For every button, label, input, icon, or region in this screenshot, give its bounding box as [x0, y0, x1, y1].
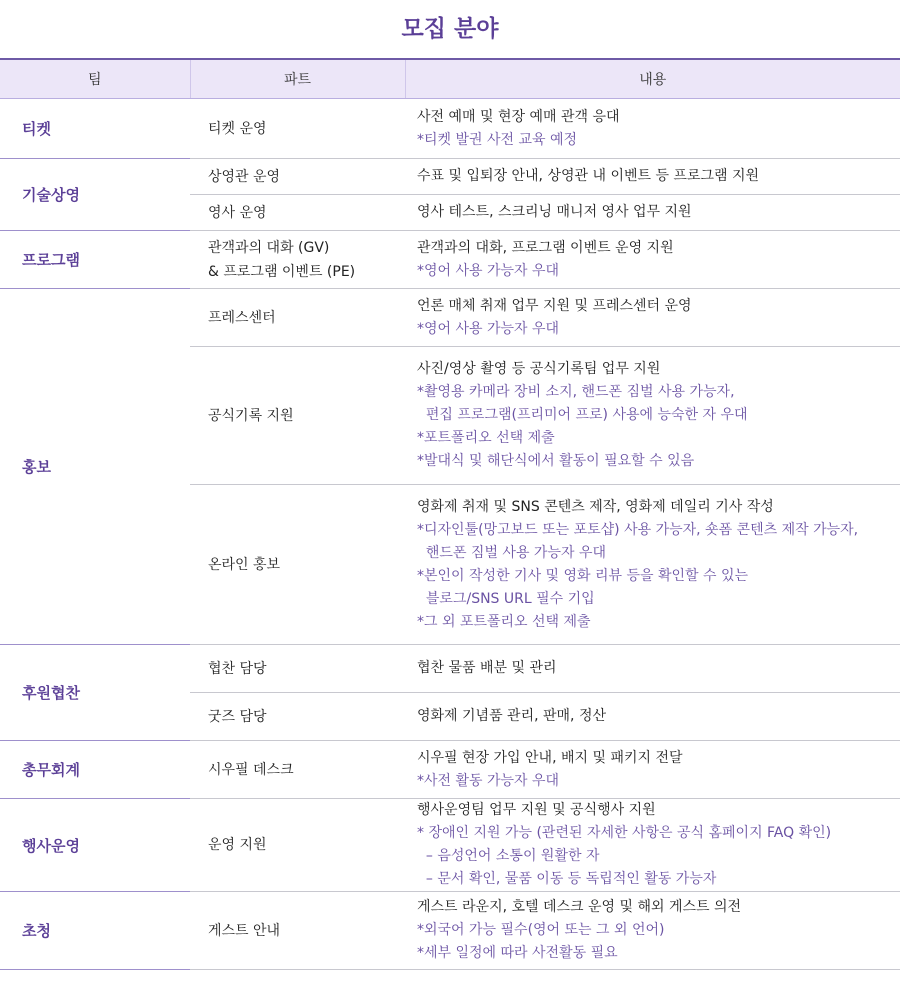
part-name: 영사 운영	[208, 204, 267, 221]
table-header	[0, 59, 900, 99]
table-row	[0, 99, 900, 159]
content-cell	[405, 289, 900, 347]
content-text: 언론 매체 취재 업무 지원 및 프레스센터 운영	[417, 297, 692, 314]
content-cell	[405, 195, 900, 231]
team-cell: 기술상영	[0, 159, 190, 231]
part-name: 운영 지원	[208, 837, 267, 853]
table-row	[0, 741, 900, 799]
content-note: *영어 사용 가능자 우대	[417, 320, 560, 337]
content-cell	[405, 231, 900, 289]
content-cell	[405, 693, 900, 741]
content-text: 영화제 취재 및 SNS 콘텐츠 제작, 영화제 데일리 기사 작성	[417, 498, 774, 515]
team-cell: 홍보	[0, 289, 190, 645]
part-name: 관객과의 대화 (GV)	[208, 239, 330, 256]
content-cell	[405, 347, 900, 485]
team-cell: 총무회계	[0, 741, 190, 799]
content-text: 행사운영팀 업무 지원 및 공식행사 지원	[417, 802, 656, 818]
content-note: *디자인툴(망고보드 또는 포토샵) 사용 가능자, 숏폼 콘텐츠 제작 가능자,	[417, 521, 859, 538]
page-title: 모집 분야	[401, 16, 499, 42]
team-cell: 행사운영	[0, 799, 190, 892]
table-body	[0, 99, 900, 970]
part-cell	[190, 485, 405, 645]
part-cell	[190, 289, 405, 347]
content-cell	[405, 485, 900, 645]
content-note: *사전 활동 가능자 우대	[417, 772, 560, 789]
content-text: 영사 테스트, 스크리닝 매니저 영사 업무 지원	[417, 204, 692, 220]
table-row	[0, 289, 900, 347]
part-cell	[190, 231, 405, 289]
part-name: 굿즈 담당	[208, 708, 267, 725]
content-note: 블로그/SNS URL 필수 기입	[417, 590, 595, 607]
part-cell	[190, 195, 405, 231]
part-cell	[190, 693, 405, 741]
content-cell	[405, 741, 900, 799]
content-cell	[405, 645, 900, 693]
content-note: *외국어 가능 필수(영어 또는 그 외 언어)	[417, 922, 665, 938]
part-name: 공식기록 지원	[208, 407, 294, 424]
part-cell	[190, 99, 405, 159]
table-row	[0, 231, 900, 289]
recruitment-table	[0, 58, 900, 970]
table-row	[0, 799, 900, 892]
content-note: *티켓 발권 사전 교육 예정	[417, 131, 578, 148]
part-cell	[190, 892, 405, 970]
content-text: 협찬 물품 배분 및 관리	[417, 660, 557, 676]
part-name: 게스트 안내	[208, 922, 281, 939]
header-content: 내용	[405, 59, 900, 99]
part-name: 시우필 데스크	[208, 761, 294, 778]
header-team: 팀	[0, 59, 190, 99]
content-text: 수표 및 입퇴장 안내, 상영관 내 이벤트 등 프로그램 지원	[417, 168, 760, 184]
part-cell	[190, 741, 405, 799]
content-note: *영어 사용 가능자 우대	[417, 262, 560, 279]
content-note: – 음성언어 소통이 원활한 자	[417, 848, 600, 864]
header-part: 파트	[190, 59, 405, 99]
content-cell	[405, 892, 900, 970]
content-note: 핸드폰 짐벌 사용 가능자 우대	[417, 544, 606, 561]
content-text: 사진/영상 촬영 등 공식기록팀 업무 지원	[417, 361, 661, 377]
content-cell	[405, 799, 900, 892]
part-name: 상영관 운영	[208, 168, 281, 185]
part-cell	[190, 347, 405, 485]
content-cell	[405, 159, 900, 195]
content-note: 편집 프로그램(프리미어 프로) 사용에 능숙한 자 우대	[417, 407, 748, 423]
content-cell	[405, 99, 900, 159]
part-name: 협찬 담당	[208, 660, 267, 677]
content-text: 사전 예매 및 현장 예매 관객 응대	[417, 108, 620, 125]
part-cell	[190, 159, 405, 195]
part-name: 티켓 운영	[208, 120, 267, 137]
content-text: 게스트 라운지, 호텔 데스크 운영 및 해외 게스트 의전	[417, 899, 742, 915]
table-row	[0, 645, 900, 693]
team-cell: 프로그램	[0, 231, 190, 289]
part-name: 프레스센터	[208, 309, 276, 326]
content-text: 시우필 현장 가입 안내, 배지 및 패키지 전달	[417, 749, 683, 766]
content-text: 관객과의 대화, 프로그램 이벤트 운영 지원	[417, 239, 674, 256]
team-cell: 티켓	[0, 99, 190, 159]
part-cell	[190, 645, 405, 693]
content-text: 영화제 기념품 관리, 판매, 정산	[417, 708, 606, 724]
content-note: *발대식 및 해단식에서 활동이 필요할 수 있음	[417, 453, 695, 469]
part-name: & 프로그램 이벤트 (PE)	[208, 263, 356, 280]
content-note: *그 외 포트폴리오 선택 제출	[417, 613, 591, 630]
table-row	[0, 892, 900, 970]
team-cell: 후원협찬	[0, 645, 190, 741]
content-note: *촬영용 카메라 장비 소지, 핸드폰 짐벌 사용 가능자,	[417, 384, 735, 400]
table-row	[0, 159, 900, 195]
part-cell	[190, 799, 405, 892]
part-name: 온라인 홍보	[208, 556, 281, 573]
content-note: *포트폴리오 선택 제출	[417, 430, 555, 446]
team-cell: 초청	[0, 892, 190, 970]
content-note: * 장애인 지원 가능 (관련된 자세한 사항은 공식 홈페이지 FAQ 확인)	[417, 825, 832, 841]
table-header-row	[0, 59, 900, 99]
content-note: *세부 일정에 따라 사전활동 필요	[417, 945, 618, 961]
content-note: *본인이 작성한 기사 및 영화 리뷰 등을 확인할 수 있는	[417, 567, 749, 584]
content-note: – 문서 확인, 물품 이동 등 독립적인 활동 가능자	[417, 871, 717, 887]
